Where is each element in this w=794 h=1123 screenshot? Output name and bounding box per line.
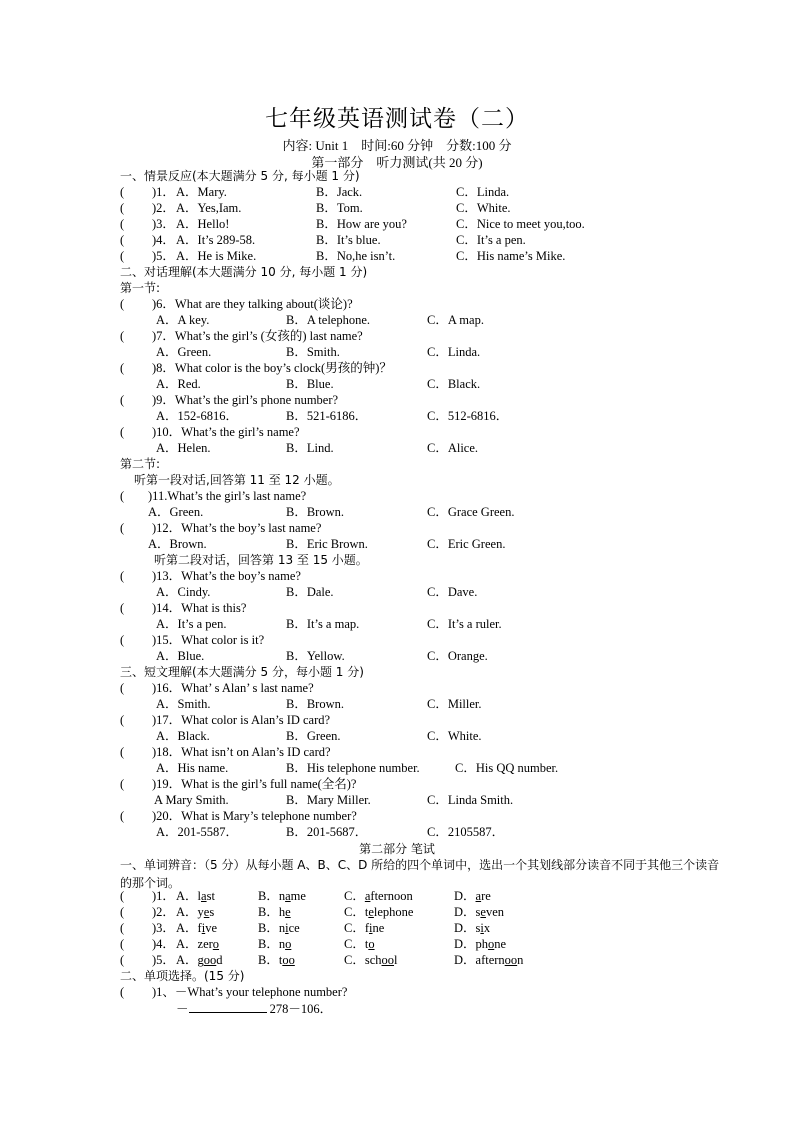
answer-paren: ( (120, 425, 125, 439)
answer-paren: ( (120, 633, 125, 647)
answer-line (176, 1000, 332, 1016)
answer-paren: ( (120, 233, 125, 247)
underlined-letters: e (368, 905, 374, 919)
option-a-suffix: s (209, 905, 215, 919)
underlined-letters: oo (381, 953, 395, 967)
option-c: C．Grace Green. (427, 505, 515, 519)
answer-paren: ( (120, 185, 125, 199)
question-stem: )10．What’s the girl’s name? (152, 425, 300, 439)
option-a: A．Hello! (176, 217, 230, 231)
option-c: C．His name’s Mike. (456, 249, 566, 263)
underlined-letters: a (201, 889, 207, 903)
option-d-prefix: D．s (454, 921, 481, 935)
option-d (454, 904, 504, 920)
option-c: C．Orange. (427, 649, 488, 663)
answer-paren: ( (120, 809, 125, 823)
option-c (344, 904, 413, 920)
section3-heading: 三、短文理解(本大题满分 5 分，每小题 1 分) (120, 665, 364, 679)
option-a: A．Yes,Iam. (176, 201, 242, 215)
option-b: B．His telephone number. (286, 761, 420, 775)
pronunciation-instruction: 一、单词辨音：（5 分）从每小题 A、B、C、D 所给的四个单词中，选出一个其划线部分读音不同于其他三个读音的那个词。 (120, 858, 720, 890)
option-a-prefix: A．y (176, 905, 204, 919)
option-b (258, 920, 300, 936)
option-b-prefix: B．h (258, 905, 286, 919)
option-c: C．Eric Green. (427, 537, 506, 551)
option-a-suffix: d (216, 953, 223, 967)
underlined-letters: i (285, 921, 289, 935)
option-b: B．Mary Miller. (286, 793, 371, 807)
option-c: C．Miller. (427, 697, 482, 711)
option-b: B．Yellow. (286, 649, 345, 663)
question-stem: )7．What’s the girl’s (女孩的) last name? (152, 329, 363, 343)
answer-paren: ( (120, 601, 125, 615)
option-d-suffix: re (481, 889, 491, 903)
question-number: )5． (152, 953, 175, 967)
option-b: B．201-5687． (286, 825, 368, 839)
answer-paren: ( (120, 297, 125, 311)
option-a: A．Mary. (176, 185, 227, 199)
answer-paren: ( (120, 569, 125, 583)
option-b: B．521-6186． (286, 409, 368, 423)
option-d (454, 952, 523, 968)
option-a: A．He is Mike. (176, 249, 257, 263)
option-a-prefix: A．f (176, 921, 202, 935)
question-stem: )13．What’s the boy’s name? (152, 569, 301, 583)
option-b: B．A telephone. (286, 313, 371, 327)
answer-paren: ( (120, 937, 125, 951)
option-a: A．Green. (156, 345, 212, 359)
answer-paren: ( (120, 713, 125, 727)
option-b: B．Blue. (286, 377, 334, 391)
option-c-suffix: fternoon (370, 889, 413, 903)
option-d (454, 936, 506, 952)
option-b-prefix: B．n (258, 937, 286, 951)
option-b-suffix: me (290, 889, 306, 903)
option-c (344, 920, 384, 936)
option-a-prefix: A．zer (176, 937, 213, 951)
option-b: B．Green. (286, 729, 341, 743)
option-d-suffix: ne (494, 937, 507, 951)
answer-paren: ( (120, 393, 125, 407)
option-a: A．Cindy. (156, 585, 211, 599)
question-number: )4． (152, 233, 175, 247)
option-a: A．152-6816． (156, 409, 238, 423)
underlined-letters: i (369, 921, 373, 935)
page-title: 七年级英语测试卷（二） (265, 106, 529, 132)
option-c: C．Nice to meet you,too. (456, 217, 585, 231)
option-a: A．A key. (156, 313, 210, 327)
answer-paren: ( (120, 777, 125, 791)
option-b: B．Jack. (316, 185, 363, 199)
option-b (258, 952, 295, 968)
question-stem: )18．What isn’t on Alan’s ID card? (152, 745, 331, 759)
option-b (258, 936, 291, 952)
underlined-letters: o (212, 937, 220, 951)
option-b: B．Dale. (286, 585, 334, 599)
option-c: C．Alice. (427, 441, 479, 455)
question-stem: )6．What are they talking about(谈论)? (152, 297, 353, 311)
question-stem: )14．What is this? (152, 601, 247, 615)
question-stem: )11.What’s the girl’s last name? (148, 489, 307, 503)
option-c: C．White. (456, 201, 511, 215)
underlined-letters: i (201, 921, 206, 935)
answer-paren: ( (120, 489, 125, 503)
single-choice-heading: 二、单项选择。(15 分) (120, 969, 245, 983)
underlined-letters: o (488, 937, 495, 951)
underlined-letters: i (480, 921, 484, 935)
option-a: A．Red. (156, 377, 201, 391)
option-b (258, 904, 291, 920)
option-a-suffix: st (206, 889, 215, 903)
question-stem: )16．What’ s Alan’ s last name? (152, 681, 314, 695)
option-b: B．No,he isn’t. (316, 249, 396, 263)
option-b: B．Eric Brown. (286, 537, 368, 551)
dialog2-instruction: 听第二段对话，回答第 13 至 15 小题。 (154, 553, 368, 567)
option-a-prefix: A．g (176, 953, 204, 967)
option-b (258, 888, 306, 904)
option-b-suffix: ce (288, 921, 300, 935)
underlined-letters: e (480, 905, 486, 919)
question-stem: )15．What color is it? (152, 633, 265, 647)
option-c: C．Black. (427, 377, 481, 391)
option-c-suffix: lephone (373, 905, 414, 919)
option-b: B．How are you? (316, 217, 407, 231)
underlined-letters: oo (203, 953, 217, 967)
option-b: B．Tom. (316, 201, 363, 215)
answer-blank[interactable] (189, 1000, 267, 1013)
part2-heading: 第二部分 笔试 (359, 842, 435, 856)
question-stem: )20．What is Mary’s telephone number? (152, 809, 357, 823)
question-number: )2． (152, 201, 175, 215)
option-d (454, 920, 490, 936)
option-a: A．Black. (156, 729, 210, 743)
question-stem: )1、－What’s your telephone number? (152, 985, 348, 999)
question-number: )4． (152, 937, 175, 951)
underlined-letters: a (285, 889, 291, 903)
option-a: A Mary Smith. (154, 793, 229, 807)
answer-paren: ( (120, 217, 125, 231)
option-c: C．512-6816． (427, 409, 509, 423)
option-c-prefix: C．t (344, 905, 369, 919)
option-b-prefix: B．n (258, 889, 286, 903)
question-number: )3． (152, 921, 175, 935)
answer-paren: ( (120, 521, 125, 535)
option-a (176, 904, 214, 920)
option-d-prefix: D．s (454, 905, 481, 919)
option-c: C．2105587． (427, 825, 505, 839)
dash: － (176, 1002, 189, 1016)
option-d-prefix: D．ph (454, 937, 489, 951)
option-a: A．Brown. (148, 537, 207, 551)
exam-info: 内容: Unit 1 时间:60 分钟 分数:100 分 (282, 138, 512, 153)
option-c (344, 888, 413, 904)
option-d-prefix: D． (454, 889, 476, 903)
option-b: B．It’s a map. (286, 617, 360, 631)
question-number: )2． (152, 905, 175, 919)
option-c: C．White. (427, 729, 482, 743)
option-c-prefix: C．sch (344, 953, 382, 967)
answer-paren: ( (120, 921, 125, 935)
part1-heading: 第一部分 听力测试(共 20 分) (311, 155, 483, 170)
option-c: C．Linda Smith. (427, 793, 514, 807)
option-b: B．Lind. (286, 441, 334, 455)
option-a: A．It’s 289-58. (176, 233, 256, 247)
question-number: )1． (152, 185, 175, 199)
option-c: C．It’s a pen. (456, 233, 526, 247)
question-stem: )9．What’s the girl’s phone number? (152, 393, 339, 407)
question-number: )3． (152, 217, 175, 231)
option-c: C．Linda. (427, 345, 481, 359)
answer-paren: ( (120, 985, 125, 999)
option-b: B．Brown. (286, 697, 344, 711)
option-a (176, 936, 219, 952)
question-stem: )8．What color is the boy’s clock(男孩的钟)？ (152, 361, 392, 375)
option-c (344, 936, 375, 952)
question-number: )5． (152, 249, 175, 263)
question-number: )1． (152, 889, 175, 903)
option-c: C．Linda. (456, 185, 510, 199)
option-a (176, 888, 215, 904)
option-c-prefix: C． (344, 889, 365, 903)
answer-paren: ( (120, 681, 125, 695)
option-a-suffix: ve (205, 921, 217, 935)
answer-paren: ( (120, 201, 125, 215)
underlined-letters: oo (504, 953, 518, 967)
option-b-prefix: B．n (258, 921, 286, 935)
option-d-suffix: n (517, 953, 524, 967)
option-a: A．Blue. (156, 649, 205, 663)
section1-heading: 一、情景反应(本大题满分 5 分, 每小题 1 分) (120, 169, 360, 183)
option-b: B．It’s blue. (316, 233, 381, 247)
answer-paren: ( (120, 249, 125, 263)
dialog1-instruction: 听第一段对话,回答第 11 至 12 小题。 (134, 473, 340, 487)
option-b: B．Brown. (286, 505, 344, 519)
option-a: A．Smith. (156, 697, 211, 711)
answer-paren: ( (120, 329, 125, 343)
answer-paren: ( (120, 361, 125, 375)
option-a: A．201-5587． (156, 825, 238, 839)
answer-paren: ( (120, 745, 125, 759)
option-a-prefix: A．l (176, 889, 202, 903)
option-c (344, 952, 398, 968)
section2-heading: 二、对话理解(本大题满分 10 分, 每小题 1 分) (120, 265, 368, 279)
option-c: C．Dave. (427, 585, 478, 599)
option-b: B．Smith. (286, 345, 340, 359)
option-a: A．His name. (156, 761, 229, 775)
option-c: C．It’s a ruler. (427, 617, 502, 631)
underlined-letters: a (475, 889, 482, 903)
option-d (454, 888, 491, 904)
underlined-letters: a (364, 889, 371, 903)
question-stem: )17．What color is Alan’s ID card? (152, 713, 331, 727)
underlined-letters: o (285, 937, 292, 951)
subsection-1-heading: 第一节: (120, 281, 161, 295)
option-c: C．His QQ number. (455, 761, 559, 775)
option-d-prefix: D．aftern (454, 953, 505, 967)
answer-paren: ( (120, 953, 125, 967)
option-b-prefix: B．t (258, 953, 283, 967)
underlined-letters: e (203, 905, 210, 919)
option-c-prefix: C．t (344, 937, 369, 951)
option-a (176, 920, 217, 936)
answer-paren: ( (120, 905, 125, 919)
question-stem: )12．What’s the boy’s last name? (152, 521, 322, 535)
subsection-2-heading: 第二节: (120, 457, 161, 471)
option-d-suffix: ven (485, 905, 505, 919)
option-a: A．Helen. (156, 441, 211, 455)
option-a (176, 952, 223, 968)
option-c-prefix: C．f (344, 921, 370, 935)
question-stem: )19．What is the girl’s full name(全名)? (152, 777, 357, 791)
underlined-letters: oo (282, 953, 295, 967)
answer-suffix: 278－106． (266, 1002, 333, 1016)
option-c: C．A map. (427, 313, 484, 327)
underlined-letters: e (285, 905, 291, 919)
answer-paren: ( (120, 889, 125, 903)
underlined-letters: o (368, 937, 375, 951)
option-d-suffix: x (483, 921, 491, 935)
option-a: A．Green. (148, 505, 204, 519)
option-a: A．It’s a pen. (156, 617, 227, 631)
option-c-suffix: ne (372, 921, 385, 935)
option-c-suffix: l (394, 953, 398, 967)
